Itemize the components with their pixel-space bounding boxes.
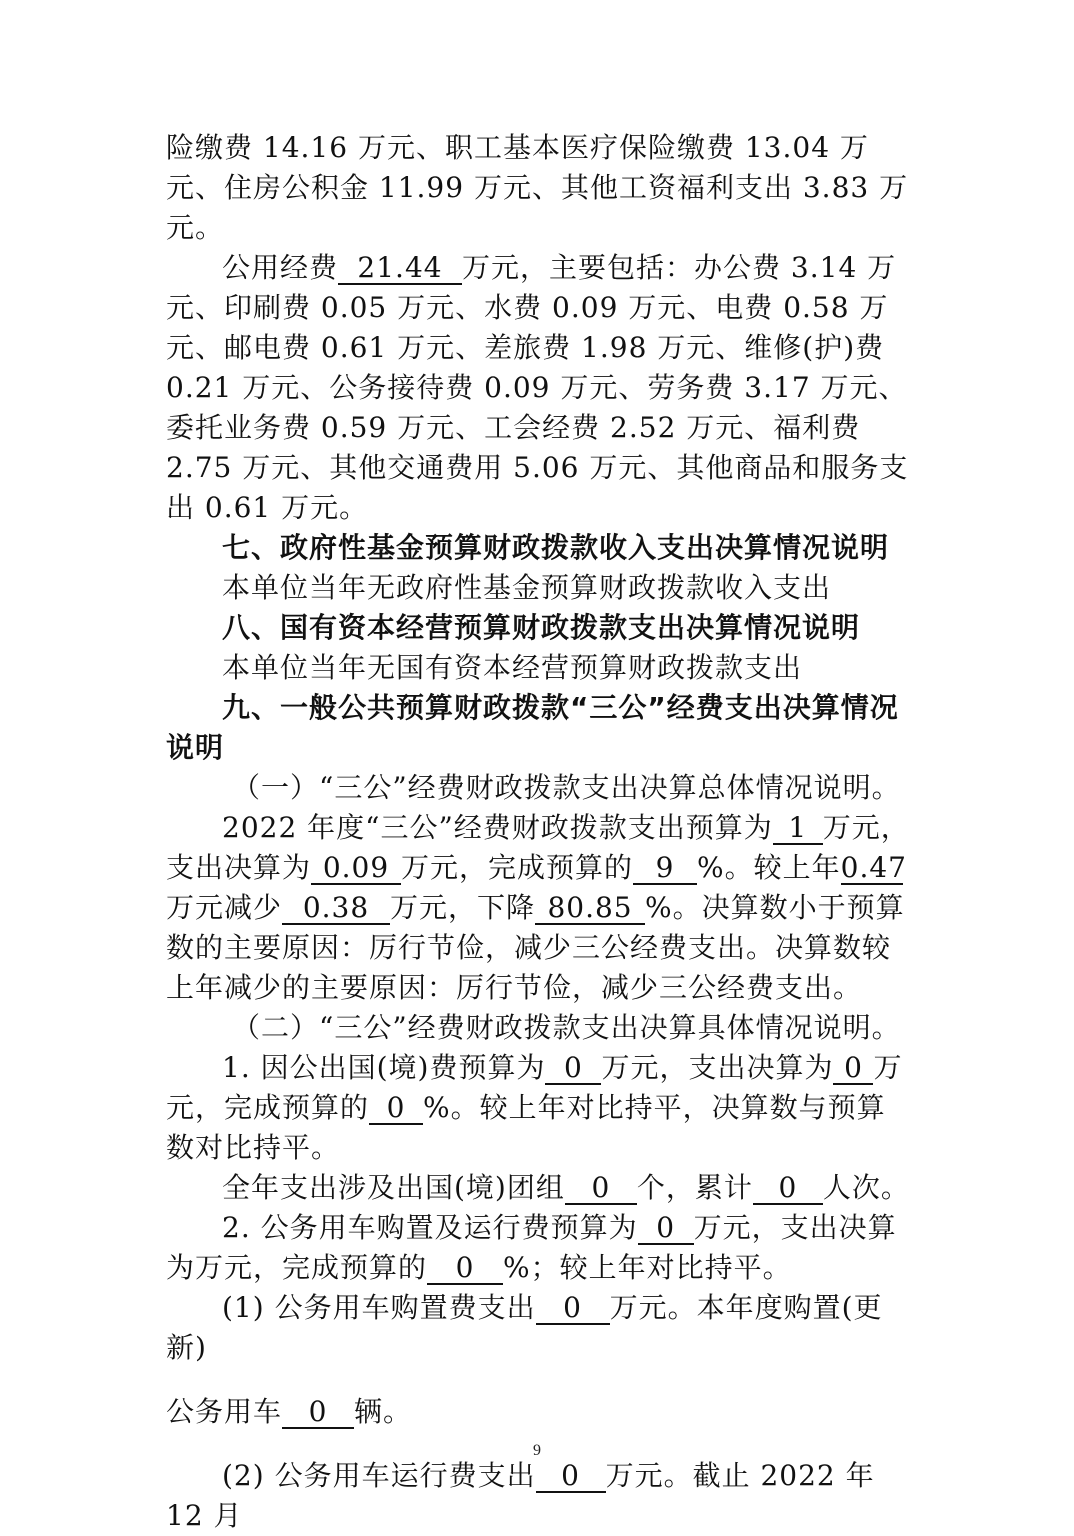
underlined-value: 0 <box>369 1093 423 1125</box>
paragraph-vehicle-operation <box>166 1456 914 1536</box>
paragraph-section-8: 本单位当年无国有资本经营预算财政拨款支出 <box>222 651 803 684</box>
underlined-value: 0.38 <box>282 893 390 925</box>
paragraph-public-funds <box>166 248 914 528</box>
text: %。较上年 <box>697 851 841 884</box>
underlined-value: 0 <box>282 1397 354 1429</box>
text: 公用经费 <box>222 251 339 284</box>
text: 万元减少 <box>166 891 283 924</box>
underlined-value: 80.85 <box>535 893 645 925</box>
underlined-value: 0.09 <box>311 853 401 885</box>
document-body <box>166 128 914 1536</box>
text: (2) 公务用车运行费支出 <box>222 1459 536 1492</box>
text: (1) 公务用车购置费支出 <box>222 1291 536 1324</box>
underlined-value: 0 <box>638 1213 694 1245</box>
paragraph-text: 险缴费 14.16 万元、职工基本医疗保险缴费 13.04 万元、住房公积金 11.99 万元、其他工资福利支出 3.83 万元。 <box>166 131 909 244</box>
paragraph-vehicle-count <box>166 1392 914 1432</box>
page-number: 9 <box>533 1442 541 1459</box>
paragraph-overseas-groups <box>166 1168 914 1208</box>
text: 万元。本年度购置(更新) <box>166 1291 883 1364</box>
underlined-value: 0.47 <box>840 851 907 884</box>
heading-section-8: 八、国有资本经营预算财政拨款支出决算情况说明 <box>222 611 861 644</box>
text: %；较上年对比持平。 <box>503 1251 792 1284</box>
paragraph-overall <box>166 808 914 1008</box>
text: %。决算数小于预算数的主要原因：厉行节俭，减少三公经费支出。决算数较上年减少的主要原因：厉行节俭，减少三公经费支出。 <box>166 891 905 1004</box>
subheading-detail: （二）“三公”经费财政拨款支出决算具体情况说明。 <box>232 1011 901 1044</box>
paragraph-insurance <box>166 128 914 248</box>
text: 公务用车 <box>166 1395 283 1428</box>
text: 个，累计 <box>636 1171 753 1204</box>
text: 万元，完成预算的 <box>166 1051 903 1124</box>
paragraph-overseas <box>166 1048 914 1168</box>
underlined-value: 0 <box>753 1173 823 1205</box>
paragraph-section-7: 本单位当年无政府性基金预算财政拨款收入支出 <box>222 571 832 604</box>
text: 2. 公务用车购置及运行费预算为 <box>222 1211 638 1244</box>
underlined-value: 1 <box>773 813 823 845</box>
heading-section-9: 九、一般公共预算财政拨款“三公”经费支出决算情况说明 <box>166 691 899 764</box>
heading-section-7: 七、政府性基金预算财政拨款收入支出决算情况说明 <box>222 531 890 564</box>
underlined-value: 0 <box>536 1461 606 1493</box>
text: 2022 年度“三公”经费财政拨款支出预算为 <box>222 811 773 844</box>
text: 万元。截止 2022 年 12 月 <box>166 1459 875 1532</box>
text: 万元，下降 <box>390 891 536 924</box>
text: %。较上年对比持平，决算数与预算数对比持平。 <box>166 1091 886 1164</box>
underlined-value: 0 <box>545 1053 601 1085</box>
text: 全年支出涉及出国(境)团组 <box>222 1171 565 1204</box>
underlined-value: 21.44 <box>338 253 462 285</box>
underlined-value: 9 <box>633 853 697 885</box>
text: 万元，主要包括：办公费 3.14 万元、印刷费 0.05 万元、水费 0.09 万元、电费 0.58 万元、邮电费 0.61 万元、差旅费 1.98 万元、维修(护)费 0.21 万元、公务接待费 0.09 万元、劳务费 3.17 万元、委托业务费 0.59 万元、工会经费 2.52 万元、福利费 2.75 万元、其他交通费用 5.06 万元、其他商品和服务支出 0.61 万元。 <box>166 251 909 524</box>
text: 1. 因公出国(境)费预算为 <box>222 1051 546 1084</box>
underlined-value: 0 <box>833 1053 873 1085</box>
underlined-value: 0 <box>536 1293 610 1325</box>
text: 万元，支出决算为 <box>166 811 910 884</box>
text: 万元，完成预算的 <box>195 1251 428 1284</box>
text: 万元，支出决算为 <box>601 1051 834 1084</box>
text: 人次。 <box>822 1171 910 1204</box>
text: 辆。 <box>354 1395 413 1428</box>
subheading-overall: （一）“三公”经费财政拨款支出决算总体情况说明。 <box>232 771 901 804</box>
underlined-value: 0 <box>565 1173 637 1205</box>
paragraph-official-vehicles <box>166 1208 914 1288</box>
underlined-value: 0 <box>427 1253 503 1285</box>
text: 万元，支出决算为 <box>166 1211 897 1284</box>
text: 万元，完成预算的 <box>401 851 634 884</box>
paragraph-vehicle-purchase <box>166 1288 914 1368</box>
